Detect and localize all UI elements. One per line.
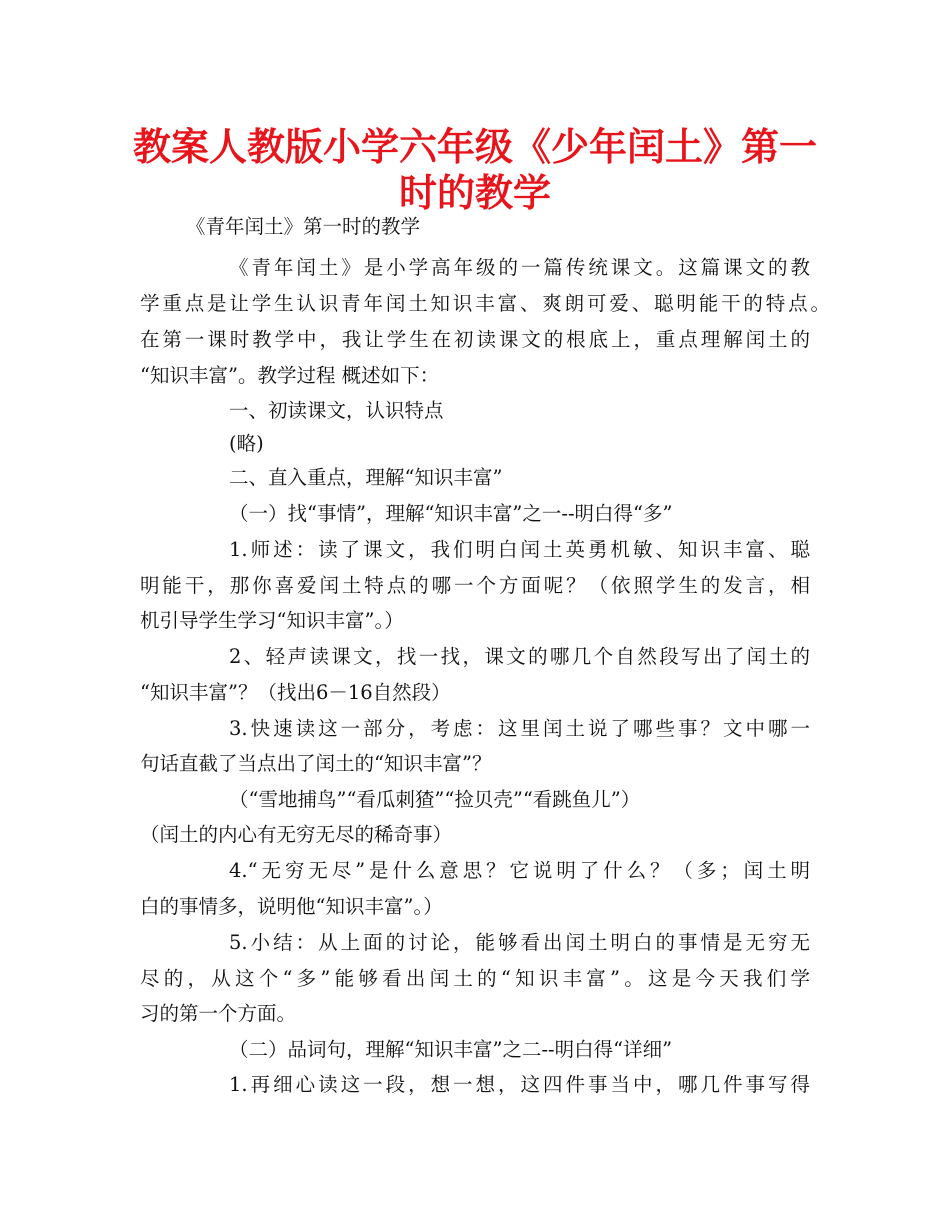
paragraph-line: 在第一课时教学中，我让学生在初读课文的根底上，重点理解闰土的 <box>140 328 810 351</box>
paragraph-line: 机引导学生学习“知识丰富”。） <box>140 609 404 632</box>
paragraph-line: 5.小结：从上面的讨论，能够看出闰土明白的事情是无穷无 <box>229 931 810 954</box>
paragraph-line: 白的事情多，说明他“知识丰富”。） <box>140 895 443 918</box>
paragraph-line: 1.再细心读这一段，想一想，这四件事当中，哪几件事写得 <box>229 1073 810 1096</box>
section-heading: 一、初读课文，认识特点 <box>229 399 444 422</box>
section-heading: 二、直入重点，理解“知识丰富” <box>229 466 503 489</box>
paragraph-line: (略) <box>229 432 264 455</box>
subsection-heading: （一）找“事情”，理解“知识丰富”之一--明白得“多” <box>229 502 673 525</box>
document-title-line-1: 教案人教版小学六年级《少年闰土》第一 <box>132 125 817 169</box>
paragraph-line: 学重点是让学生认识青年闰土知识丰富、爽朗可爱、聪明能干的特点。 <box>140 292 830 315</box>
paragraph-line: 4.“无穷无尽”是什么意思？它说明了什么？（多；闰土明 <box>229 859 810 882</box>
paragraph-line: 1.师述：读了课文，我们明白闰土英勇机敏、知识丰富、聪 <box>229 538 810 561</box>
paragraph-line: 尽的，从这个“多”能够看出闰土的“知识丰富”。这是今天我们学 <box>140 967 810 990</box>
paragraph-line: （闰土的内心有无穷无尽的稀奇事） <box>140 823 453 846</box>
paragraph-line: 明能干，那你喜爱闰土特点的哪一个方面呢？（依照学生的发言，相 <box>140 574 810 597</box>
paragraph-line: 3.快速读这一部分，考虑：这里闰土说了哪些事？文中哪一 <box>229 717 810 740</box>
paragraph-line: 习的第一个方面。 <box>140 1002 297 1025</box>
paragraph-line: 句话直截了当点出了闰土的“知识丰富”？ <box>140 752 492 775</box>
paragraph-line: 《青年闰土》是小学高年级的一篇传统课文。这篇课文的教 <box>229 256 810 279</box>
paragraph-line: “知识丰富”？（找出6－16自然段） <box>140 681 451 704</box>
paragraph-line: （“雪地捕鸟”“看瓜刺猹”“捡贝壳”“看跳鱼儿”） <box>229 788 641 811</box>
paragraph-line: 2、轻声读课文，找一找，课文的哪几个自然段写出了闰土的 <box>229 645 810 668</box>
subtitle-line: 《青年闰土》第一时的教学 <box>186 215 421 238</box>
paragraph-line: “知识丰富”。教学过程 概述如下： <box>140 364 440 387</box>
subsection-heading: （二）品词句，理解“知识丰富”之二--明白得“详细” <box>229 1038 673 1061</box>
document-title-line-2: 时的教学 <box>398 171 551 215</box>
